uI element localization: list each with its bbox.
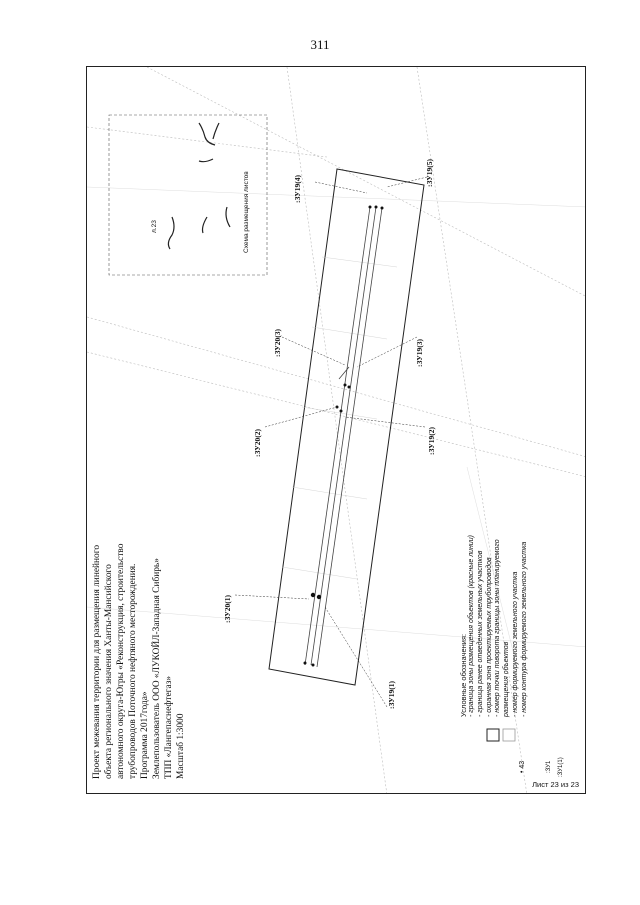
schema-title: Схема размещения листов xyxy=(243,171,250,253)
background-road-line xyxy=(87,352,586,477)
plot-label-zu19-3: :ЗУ19(3) xyxy=(415,338,424,367)
legend-symbol-point: • 43 xyxy=(519,760,526,773)
background-road-line xyxy=(287,67,387,794)
title-line: объекта регионального значения Ханты-Мансийского xyxy=(104,564,114,779)
sheet-footer: Лист 23 из 23 xyxy=(532,780,579,789)
title-block xyxy=(91,544,187,779)
plot-label-zu19-5: :ЗУ19(5) xyxy=(425,158,434,187)
legend-symbol-plot xyxy=(503,729,515,741)
legend-item: - граница ранее отведенных земельных участков xyxy=(476,550,484,717)
plot-label-zu19-1: :ЗУ19(1) xyxy=(387,680,396,709)
plot-label-zu19-2: :ЗУ19(2) xyxy=(427,426,436,455)
legend-heading: Условные обозначения: xyxy=(459,633,468,717)
plot-label-zu20-3: :ЗУ20(3) xyxy=(273,328,282,357)
map-sheet xyxy=(86,66,586,794)
page-number: 311 xyxy=(310,37,330,52)
title-line: трубопроводов Поточного нефтяного месторождения. xyxy=(128,563,138,779)
legend-item: размещения объектов xyxy=(503,641,511,717)
title-line: Землепользователь ООО «ЛУКОЙЛ-Западная Сибирь» xyxy=(152,558,162,779)
legend-item: - номер формируемого земельного участка xyxy=(511,571,519,717)
pipelines xyxy=(305,207,382,667)
zone-boundary xyxy=(269,169,424,685)
legend-item: - граница зоны размещения объектов (красные линии) xyxy=(468,534,475,717)
legend-symbol-zone xyxy=(487,729,499,741)
title-line: Проект межевания территории для размещения линейного xyxy=(92,544,102,779)
plot-label-zu20-2: :ЗУ20(2) xyxy=(253,428,262,457)
schema-map-lines xyxy=(168,123,230,249)
legend-item: - номер точки поворота границы зоны планируемого xyxy=(494,539,502,717)
legend xyxy=(459,535,530,717)
legend-symbol-contour-number: :ЗУ1(1) xyxy=(558,757,564,777)
plot-label-zu19-4: :ЗУ19(4) xyxy=(293,174,302,203)
title-line: ТПП «Лангепаснефтегаз» xyxy=(164,675,174,779)
title-line: Программа 2017года» xyxy=(140,691,150,779)
legend-item: - охранная зона проектируемых трубопроводов xyxy=(485,557,493,717)
background-road-line xyxy=(147,67,586,297)
legend-symbol-plot-number: :ЗУ1 xyxy=(546,760,552,773)
schema-sheet-ref: л.23 xyxy=(151,220,158,233)
legend-item: - номер контура формируемого земельного участка xyxy=(520,541,528,717)
background-road-line xyxy=(87,317,586,457)
background-road-line xyxy=(87,127,327,157)
title-line: автономного округа-Югры «Реконструкция, строительство xyxy=(116,543,126,779)
title-line: Масштаб 1:3000 xyxy=(176,713,186,779)
plot-label-zu20-1: :ЗУ20(1) xyxy=(223,594,232,623)
